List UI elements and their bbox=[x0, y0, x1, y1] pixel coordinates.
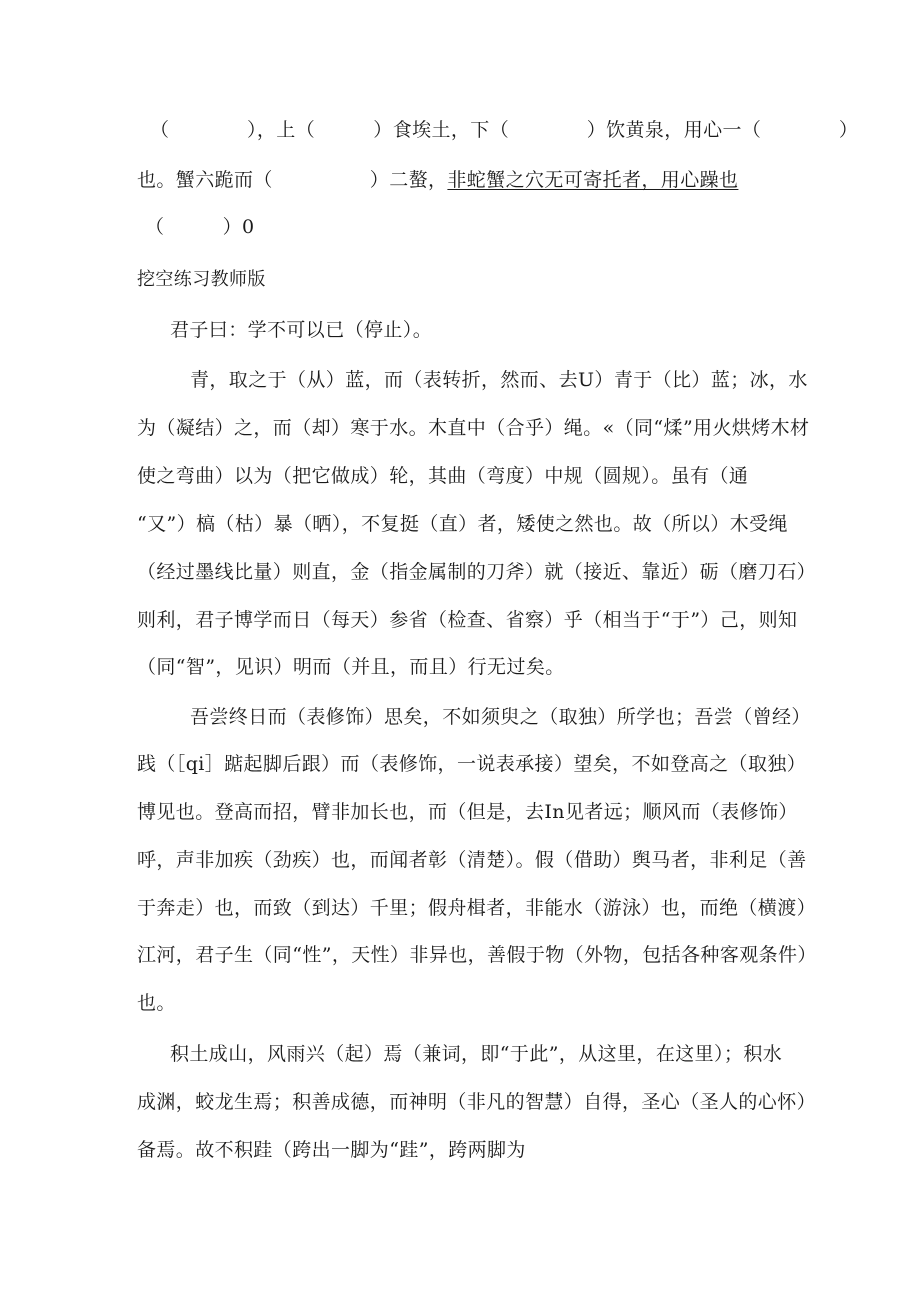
paragraph-4-line-3: 备焉。故不积跬（跨出一脚为“跬”，跨两脚为 bbox=[137, 1139, 526, 1161]
paragraph-4-line-2: 成渊，蛟龙生焉；积善成德，而神明（非凡的智慧）自得，圣心（圣人的心怀） bbox=[137, 1091, 817, 1113]
paragraph-3-line-4: 呼，声非加疾（劲疾）也，而闻者彰（清楚）。假（借助）舆马者，非利足（善 bbox=[137, 849, 807, 871]
paragraph-2-line-4: “又”）槁（枯）暴（晒），不复挺（直）者，矮使之然也。故（所以）木受绳 bbox=[137, 513, 788, 535]
exercise-line-2 bbox=[137, 168, 738, 192]
paragraph-2-line-2: 为（凝结）之，而（却）寒于水。木直中（合乎）绳。«（同“煣”用火烘烤木材 bbox=[137, 417, 810, 439]
paragraph-3-line-6: 江河，君子生（同“性”，天性）非异也，善假于物（外物，包括各种客观条件） bbox=[137, 944, 817, 966]
paragraph-2-line-1: 青，取之于（从）蓝，而（表转折，然而、去U）青于（比）蓝；冰，水 bbox=[190, 369, 808, 391]
paragraph-3-line-7: 也。 bbox=[137, 992, 176, 1014]
paragraph-1-line-1: 君子曰：学不可以已（停止）。 bbox=[170, 319, 433, 341]
section-title: 挖空练习教师版 bbox=[137, 269, 266, 290]
paragraph-4-line-1: 积土成山，风雨兴（起）焉（兼词，即“于此”，从这里，在这里）；积水 bbox=[170, 1043, 783, 1065]
paragraph-3-line-3: 博见也。登高而招，臂非加长也，而（但是，去In见者远；顺风而（表修饰） bbox=[137, 801, 798, 823]
exercise-line-2-text: 也。蟹六跪而（ ）二螯， bbox=[137, 169, 448, 191]
underlined-phrase: 非蛇蟹之穴无可寄托者，用心躁也 bbox=[447, 169, 739, 191]
paragraph-2-line-3: 使之弯曲）以为（把它做成）轮，其曲（弯度）中规（圆规）。虽有（通 bbox=[137, 465, 749, 487]
paragraph-2-line-7: （同“智”，见识）明而（并且，而且）行无过矣。 bbox=[137, 656, 565, 678]
paragraph-3-line-1: 吾尝终日而（表修饰）思矣，不如须臾之（取独）所学也；吾尝（曾经） bbox=[190, 706, 811, 728]
exercise-line-1: （ ），上（ ）食埃土，下（ ）饮黄泉，用心一（ ） bbox=[150, 119, 859, 141]
paragraph-2-line-5: （经过墨线比量）则直，金（指金属制的刀斧）就（接近、靠近）砺（磨刀石） bbox=[137, 561, 817, 583]
paragraph-3-line-5: 于奔走）也，而致（到达）千里；假舟楫者，非能水（游泳）也，而绝（横渡） bbox=[137, 897, 817, 919]
exercise-line-3: （ ）0 bbox=[145, 216, 255, 238]
paragraph-2-line-6: 则利，君子博学而日（每天）参省（检查、省察）乎（相当于“于”）己，则知 bbox=[137, 609, 798, 631]
paragraph-3-line-2: 践（［qi］踮起脚后跟）而（表修饰，一说表承接）望矣，不如登高之（取独） bbox=[137, 753, 807, 775]
